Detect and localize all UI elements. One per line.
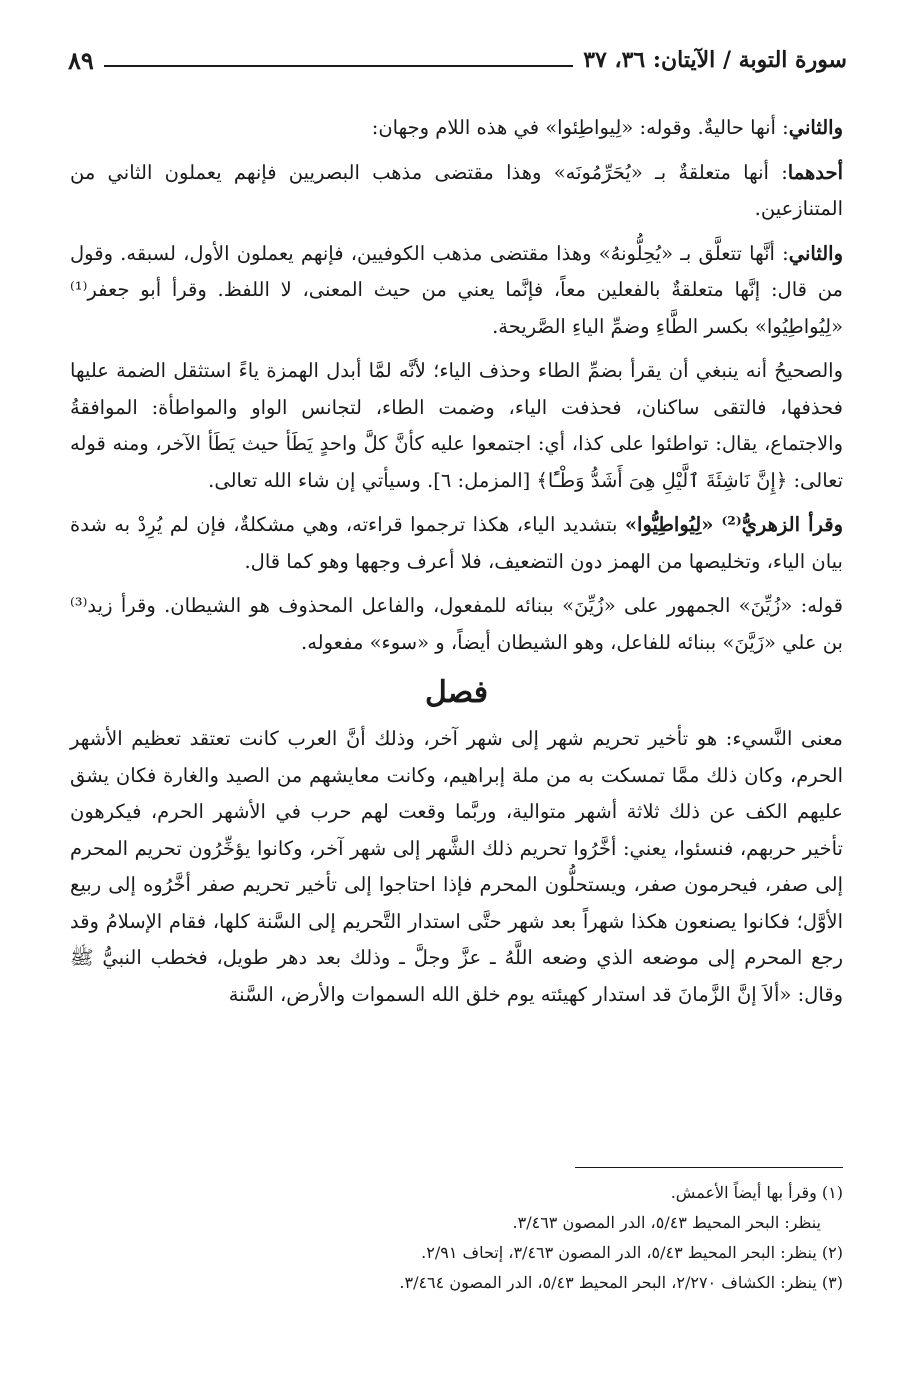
paragraph-lead: والثاني <box>788 241 843 265</box>
paragraph <box>70 155 843 228</box>
section-heading: فصل <box>424 675 489 710</box>
footnote-divider <box>575 1167 843 1168</box>
header-rule <box>104 65 573 67</box>
paragraph <box>70 507 843 580</box>
paragraph-text: : أنها متعلقةٌ بـ «يُحَرِّمُونَه» وهذا مقتضى مذهب البصريين فإنهم يعملون الثاني من المتنازعين. <box>70 160 843 220</box>
section-paragraph: معنى النَّسيء: هو تأخير تحريم شهر إلى شهر آخر، وذلك أنَّ العرب كانت تعتقد تعظيم الأشهر الحرم، وكان ذلك ممَّا تمسكت به من ملة إبراهيم، وكانت معايشهم من الصيد والغارة فكان يشق عليهم الكف عن ذلك ثلاثة أشهر متوالية، وربَّما وقعت لهم حرب في الأشهر الحرم، فيكرهون تأخير حربهم، فنسئوا، يعني: أخَّرُوا تحريم ذلك الشَّهر إلى شهر آخر، وكانوا يؤخِّرُون تحريم المحرم إلى صفر، فيحرمون صفر، ويستحلُّون المحرم فإذا احتاجوا إلى تأخير تحريم صفر أخَّرُوه إلى ربيع الأوَّل؛ فكانوا يصنعون هكذا شهراً بعد شهر حتَّى استدار التَّحريم إلى السَّنة كلها، فقام الإسلامُ وقد رجع المحرم إلى موضعه الذي وضعه اللَّهُ ـ عزَّ وجلَّ ـ وذلك بعد دهر طويل، فخطب النبيُّ ﷺ وقال: «ألاَ إنَّ الزَّمانَ قد استدار كهيئته يوم خلق الله السموات والأرض، السَّنة <box>70 727 843 1006</box>
paragraph-lead: والثاني <box>788 116 843 139</box>
running-header <box>68 40 847 80</box>
paragraph <box>70 353 843 499</box>
footnote-1-ref: ينظر: البحر المحيط ٥/٤٣، الدر المصون ٣/٤٦٣. <box>512 1213 821 1232</box>
footnote-2: (٢) ينظر: البحر المحيط ٥/٤٣، الدر المصون ٣/٤٦٣، إتحاف ٢/٩١. <box>421 1243 843 1262</box>
paragraph-text: : أنَّها تتعلَّق بـ «يُحِلُّونهُ» وهذا مقتضى مذهب الكوفيين، فإنهم يعملون الأول، لسبقه. وقول من قال: إنَّها متعلقةٌ بالفعلين معاً، فإنَّما يعني من حيث المعنى، لا اللفظ. وقرأ أبو جعفر⁽¹⁾ «لِيُواطِيُوا» بكسر الطَّاءِ وضمِّ الياءِ الصَّريحة. <box>70 241 843 338</box>
footnote-3: (٣) ينظر: الكشاف ٢/٢٧٠، البحر المحيط ٥/٤٣، الدر المصون ٣/٤٦٤. <box>399 1273 843 1292</box>
paragraph-text: : أنها حاليةٌ. وقوله: «لِيواطِئوا» في هذه اللام وجهان: <box>371 116 789 139</box>
paragraph-text: قوله: «زُيِّنَ» الجمهور على «زُيِّنَ» ببنائه للمفعول، والفاعل المحذوف هو الشيطان. وقرأ زيد⁽³⁾ بن علي «زَيَّنَ» ببنائه للفاعل، وهو الشيطان أيضاً، و «سوء» مفعوله. <box>70 594 843 654</box>
paragraph <box>70 236 843 346</box>
paragraph-text: والصحيحُ أنه ينبغي أن يقرأ بضمِّ الطاء وحذف الياء؛ لأنَّه لمَّا أبدل الهمزة ياءً استثقل الضمة عليها فحذفها، فالتقى ساكنان، فحذفت الياء، وضمت الطاء، لتجانس الواو والمواطأة: الموافقةُ والاجتماع، يقال: تواطئوا على كذا، أي: اجتمعوا عليه كأنَّ كلَّ واحدٍ يَطَأ حيث يَطَأ الآخر، ومنه قوله تعالى: ﴿إِنَّ نَاشِئَةَ ٱلَّيْلِ هِىَ أَشَدُّ وَطْـًٔا﴾ [المزمل: ٦]. وسيأتي إن شاء الله تعالى. <box>70 359 843 492</box>
paragraph-lead: أحدهما <box>787 160 843 184</box>
main-text <box>70 110 843 1021</box>
page-number: ٨٩ <box>68 45 94 75</box>
header-title: سورة التوبة / الآيتان: ٣٦، ٣٧ <box>583 47 847 73</box>
paragraph <box>70 588 843 661</box>
footnotes <box>70 1178 843 1298</box>
paragraph <box>70 110 843 147</box>
paragraph-lead: وقرأ الزهريُّ⁽²⁾ «لِيُواطِيُّوا» <box>624 513 843 536</box>
paragraph-text: بتشديد الياء، هكذا ترجموا قراءته، وهي مشكلةٌ، فإن لم يُرِدْ به شدة بيان الياء، وتخليصها من الهمز دون التضعيف، فلا أعرف وجهها وهو كما قال. <box>70 513 843 573</box>
footnote-1: (١) وقرأ بها أيضاً الأعمش. <box>670 1183 843 1202</box>
